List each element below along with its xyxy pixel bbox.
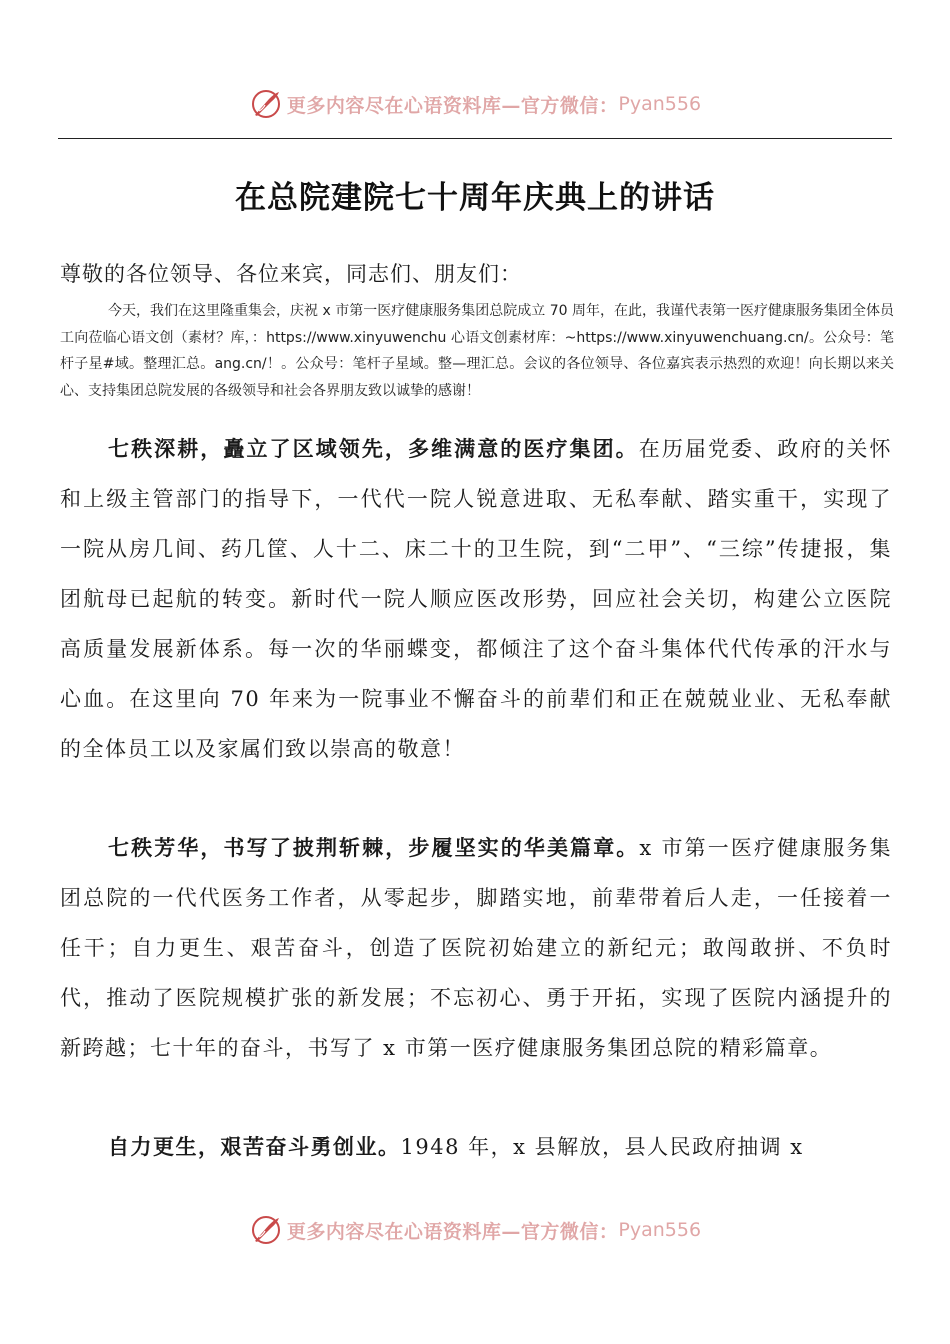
- footer-banner: [0, 1210, 950, 1250]
- paragraph-text: 在历届党委、政府的关怀和上级主管部门的指导下，一代代一院人锐意进取、无私奉献、踏实重干，实现了一院从房几间、药几筐、人十二、床二十的卫生院，到“二甲”、“三综”传捷报，集团航母已起航的转变。新时代一院人顺应医改形势，回应社会关切，构建公立医院高质量发展新体系。每一次的华丽蝶变，都倾注了这个奋斗集体代代传承的汗水与心血。在这里向 70 年来为一院事业不懈奋斗的前辈们和正在兢兢业业、无私奉献的全体员工以及家属们致以崇高的敬意！: [60, 437, 893, 761]
- paragraph-heading: 自力更生，艰苦奋斗勇创业。: [108, 1134, 401, 1159]
- quill-logo-icon: [249, 1213, 283, 1247]
- banner-wechat-handle: Pyan556: [618, 1219, 702, 1241]
- body-paragraph: [60, 424, 892, 774]
- document-title: 在总院建院七十周年庆典上的讲话: [235, 180, 715, 216]
- body-paragraph: [60, 1122, 892, 1172]
- banner-text: 更多内容尽在心语资料库—官方微信：: [286, 94, 619, 117]
- paragraph-text: x 市第一医疗健康服务集团总院的一代代医务工作者，从零起步，脚踏实地，前辈带着后人走，一任接着一任干；自力更生、艰苦奋斗，创造了医院初始建立的新纪元；敢闯敢拼、不负时代，推动了医院规模扩张的新发展；不忘初心、勇于开拓，实现了医院内涵提升的新跨越；七十年的奋斗，书写了 x 市第一医疗健康服务集团总院的精彩篇章。: [60, 836, 892, 1060]
- paragraph-heading: 七秩芳华，书写了披荆斩棘，步履坚实的华美篇章。: [108, 835, 640, 860]
- body-paragraph: [60, 823, 892, 1073]
- intro-paragraph: 今天，我们在这里隆重集会，庆祝 x 市第一医疗健康服务集团总院成立 70 周年，在此，我谨代表第一医疗健康服务集团全体员工向莅临心语文创（素材？库，：https://www.xinyuwenchu 心语文创素材库：~https://www.xinyuwenchuang.cn/。公众号：笔杆子星#域。整理汇总。ang.cn/！。公众号：笔杆子星域。整—理汇总。会议的各位领导、各位嘉宾表示热烈的欢迎！向长期以来关心、支持集团总院发展的各级领导和社会各界朋友致以诚挚的感谢！: [60, 303, 894, 399]
- salutation: 尊敬的各位领导、各位来宾，同志们、朋友们：: [60, 262, 522, 286]
- banner-wechat-handle: Pyan556: [618, 93, 702, 115]
- quill-logo-icon: [249, 87, 283, 121]
- paragraph-text: 1948 年，x 县解放，县人民政府抽调 x: [400, 1135, 804, 1159]
- header-divider: [58, 138, 892, 139]
- paragraph-heading: 七秩深耕，矗立了区域领先，多维满意的医疗集团。: [108, 436, 639, 461]
- banner-text: 更多内容尽在心语资料库—官方微信：: [286, 1220, 619, 1243]
- header-banner: [0, 84, 950, 124]
